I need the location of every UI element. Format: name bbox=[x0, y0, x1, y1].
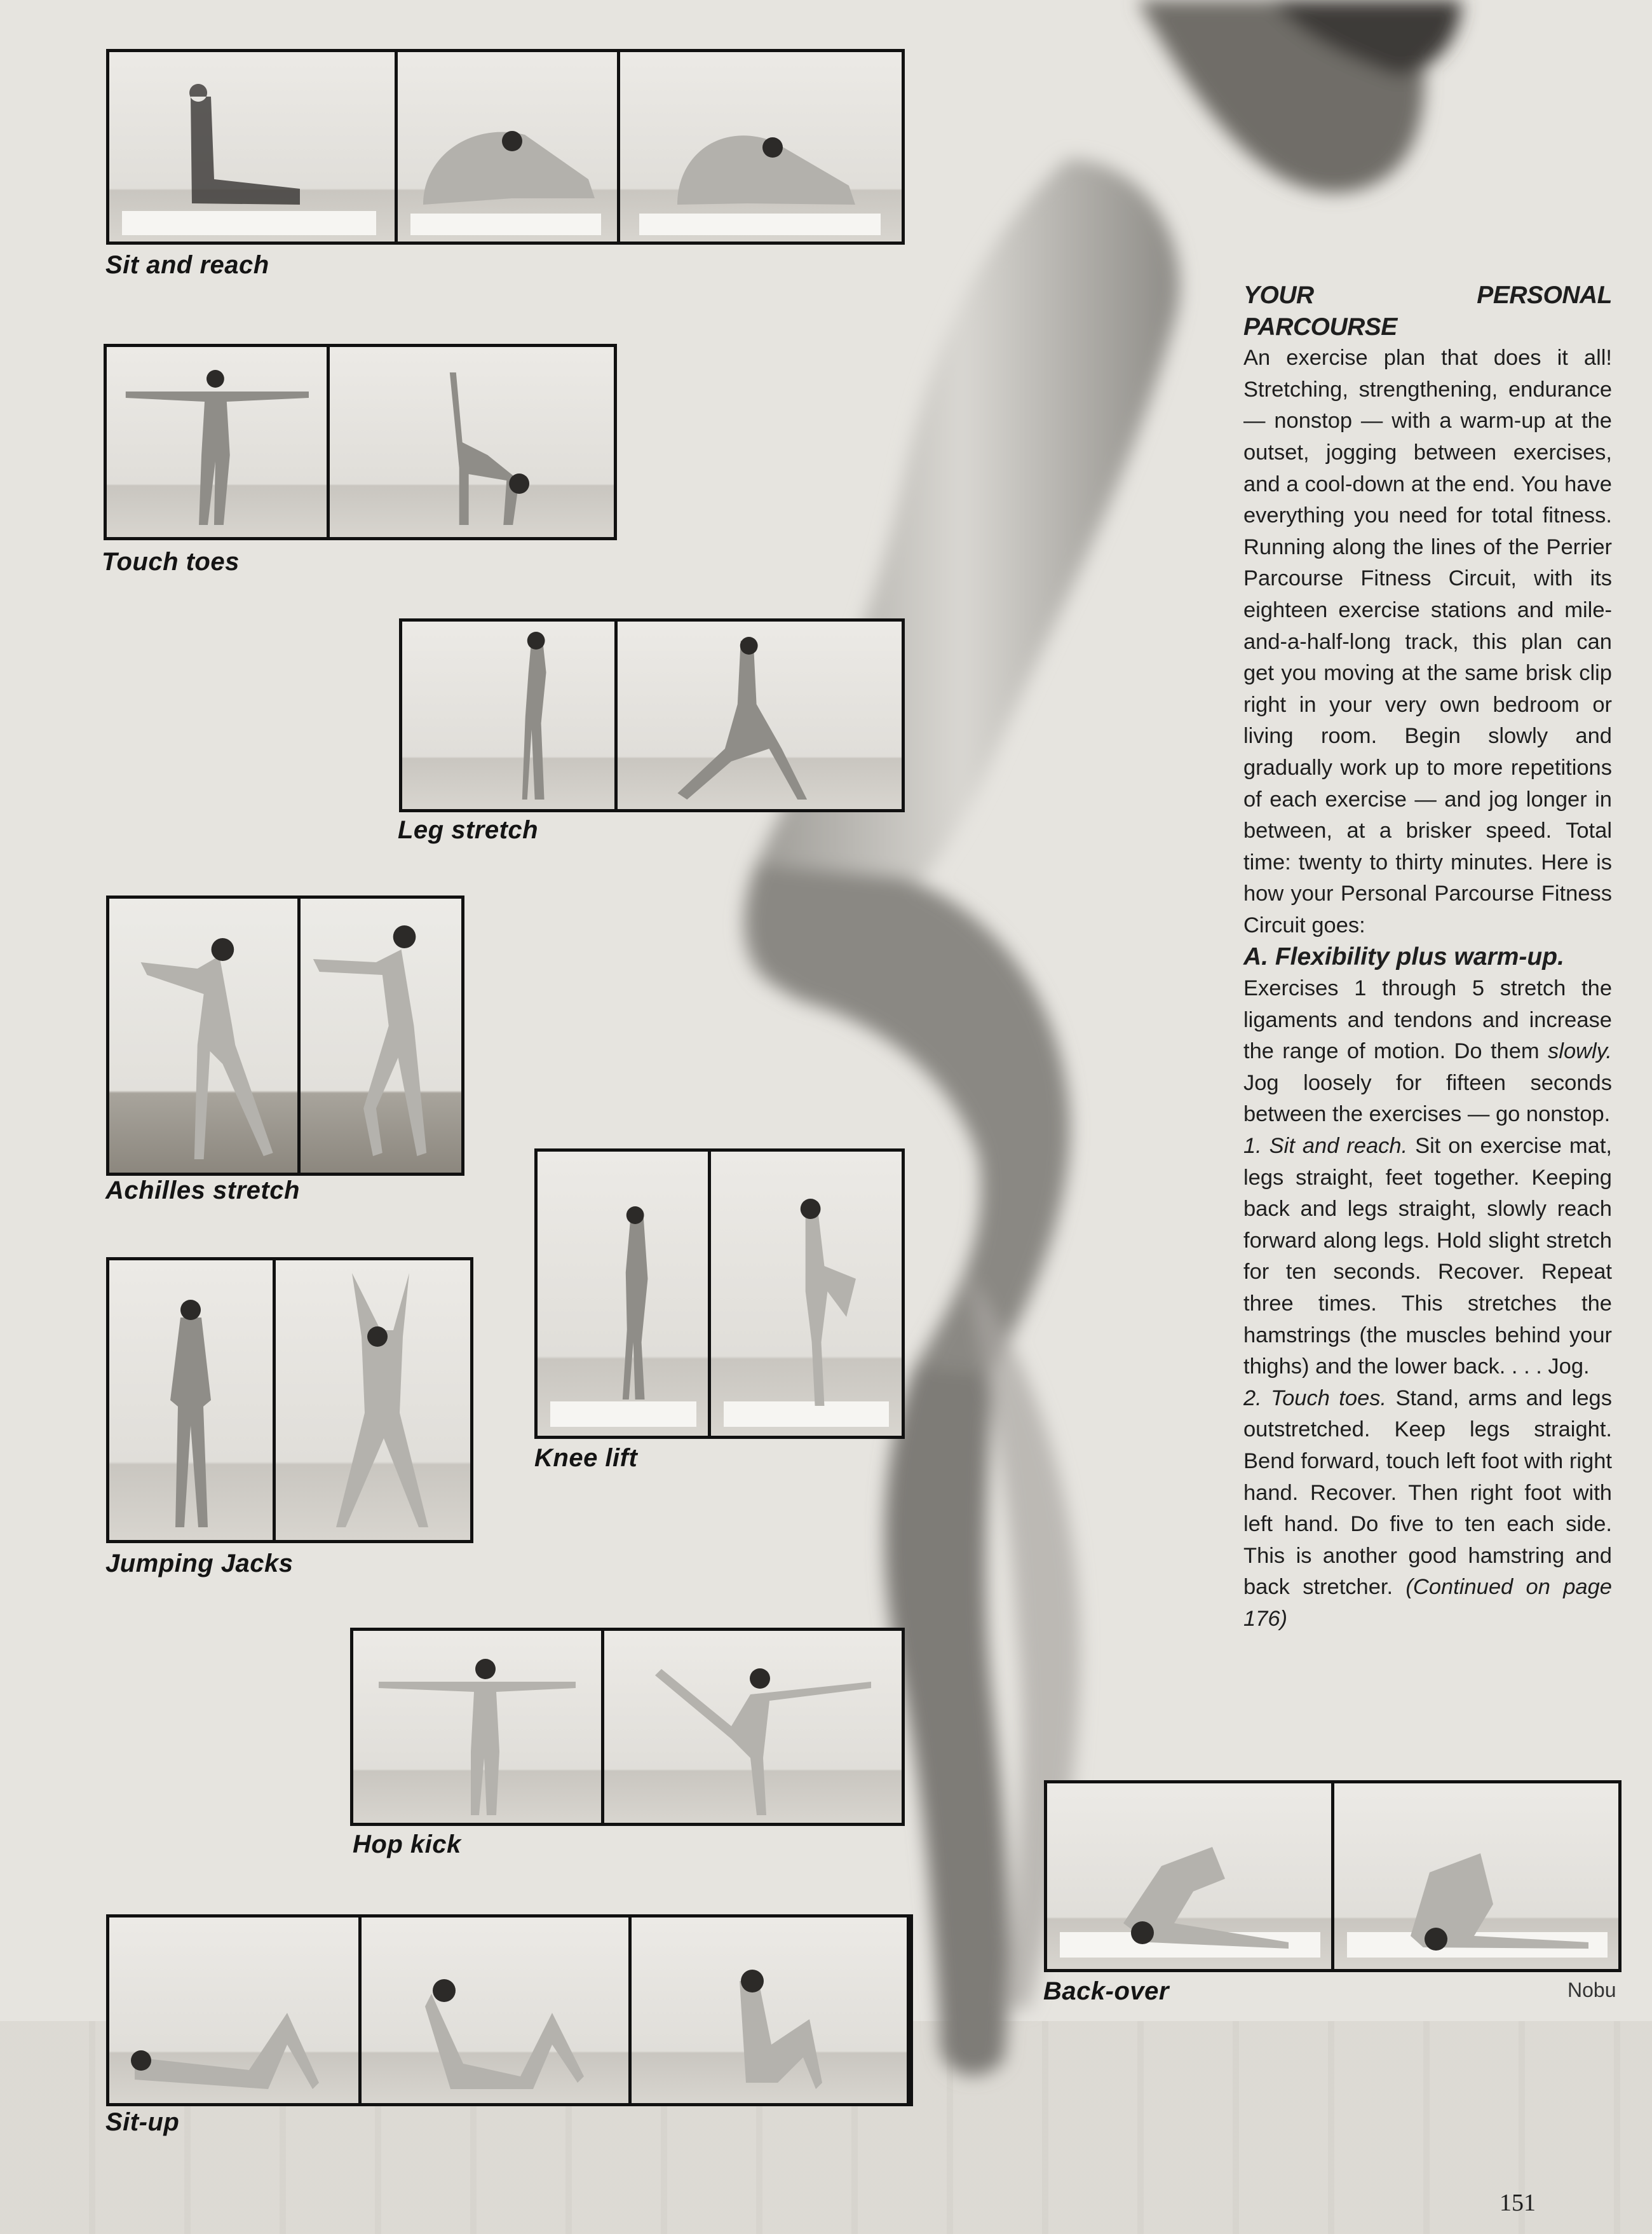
article-step-1: 1. Sit and reach. Sit on exercise mat, legs straight, feet together. Keeping back and legs straight, slowly reach forward along legs. Hold slight stretch for ten seconds. Recover. Repeat three times. This stretches the hamstrings (the muscles behind your thighs) and the lower back. . . . Jog. bbox=[1243, 1134, 1612, 1379]
caption-sit-up: Sit-up bbox=[105, 2108, 180, 2136]
article-intro: An exercise plan that does it all! Stretching, strengthening, endurance — nonstop — with a warm-up at the outset, jogging between exercises, and a cool-down at the end. You have everything you need for total fitness. Running along the lines of the Perrier Parcourse Fitness Circuit, with its eighteen exercise stations and mile-and-a-half-long track, this plan can get you moving at the same brisk clip right in your very own bedroom or living room. Begin slowly and gradually work up to more repetitions of each exercise — and jog longer in between, at a brisker speed. Total time: twenty to thirty minutes. Here is how your Personal Parcourse Fitness Circuit goes: bbox=[1243, 346, 1612, 937]
photo-strip-leg-stretch bbox=[399, 618, 905, 812]
photo-sit-and-reach-3 bbox=[620, 52, 902, 242]
caption-achilles-stretch: Achilles stretch bbox=[105, 1176, 300, 1204]
photo-knee-lift-1 bbox=[538, 1152, 708, 1436]
photo-sit-up-3 bbox=[632, 1917, 907, 2103]
caption-knee-lift: Knee lift bbox=[534, 1444, 638, 1472]
photo-back-over-2 bbox=[1334, 1783, 1618, 1969]
article-step-2: 2. Touch toes. Stand, arms and legs outstretched. Keep legs straight. Bend forward, touch left foot with right hand. Recover. Then right foot with left hand. Do five to ten each side. This is another good hamstring and back stretcher. (Continued on page 176) bbox=[1243, 1386, 1612, 1631]
photo-sit-and-reach-1 bbox=[109, 52, 395, 242]
photo-touch-toes-1 bbox=[107, 347, 327, 537]
photo-jumping-jacks-1 bbox=[109, 1260, 273, 1540]
photo-strip-knee-lift bbox=[534, 1148, 905, 1439]
photo-touch-toes-2 bbox=[330, 347, 614, 537]
photo-strip-hop-kick bbox=[350, 1628, 905, 1826]
caption-jumping-jacks: Jumping Jacks bbox=[105, 1549, 294, 1577]
caption-sit-and-reach: Sit and reach bbox=[105, 251, 269, 279]
photo-knee-lift-2 bbox=[711, 1152, 902, 1436]
photo-jumping-jacks-2 bbox=[276, 1260, 470, 1540]
photo-strip-touch-toes bbox=[104, 344, 617, 540]
caption-hop-kick: Hop kick bbox=[353, 1830, 461, 1858]
caption-leg-stretch: Leg stretch bbox=[398, 816, 539, 844]
photo-hop-kick-2 bbox=[604, 1631, 902, 1823]
photo-strip-jumping-jacks bbox=[106, 1257, 473, 1543]
article-column bbox=[1243, 280, 1612, 1635]
photo-leg-stretch-2 bbox=[618, 622, 902, 809]
photo-credit: Nobu bbox=[1567, 1979, 1616, 2001]
photo-strip-sit-and-reach bbox=[106, 49, 905, 245]
article-heading: YOUR PERSONAL PARCOURSE bbox=[1243, 282, 1612, 341]
article-flexibility: Exercises 1 through 5 stretch the ligaments and tendons and increase the range of motion. Do them slowly. Jog loosely for fifteen seconds between the exercises — go nonstop. bbox=[1243, 976, 1612, 1127]
photo-achilles-stretch-2 bbox=[301, 899, 461, 1173]
photo-back-over-1 bbox=[1047, 1783, 1331, 1969]
article-subheading: A. Flexibility plus warm-up. bbox=[1243, 943, 1564, 971]
page-number: 151 bbox=[1500, 2190, 1536, 2216]
photo-sit-up-2 bbox=[362, 1917, 628, 2103]
caption-back-over: Back-over bbox=[1043, 1977, 1169, 2005]
photo-achilles-stretch-1 bbox=[109, 899, 297, 1173]
caption-touch-toes: Touch toes bbox=[102, 548, 240, 576]
photo-leg-stretch-1 bbox=[402, 622, 614, 809]
photo-sit-and-reach-2 bbox=[398, 52, 617, 242]
photo-hop-kick-1 bbox=[353, 1631, 601, 1823]
photo-strip-sit-up bbox=[106, 1914, 913, 2106]
continued-note: (Continued on page 176) bbox=[1243, 1575, 1612, 1631]
photo-strip-back-over bbox=[1044, 1780, 1622, 1972]
photo-strip-achilles-stretch bbox=[106, 896, 464, 1176]
photo-sit-up-1 bbox=[109, 1917, 358, 2103]
